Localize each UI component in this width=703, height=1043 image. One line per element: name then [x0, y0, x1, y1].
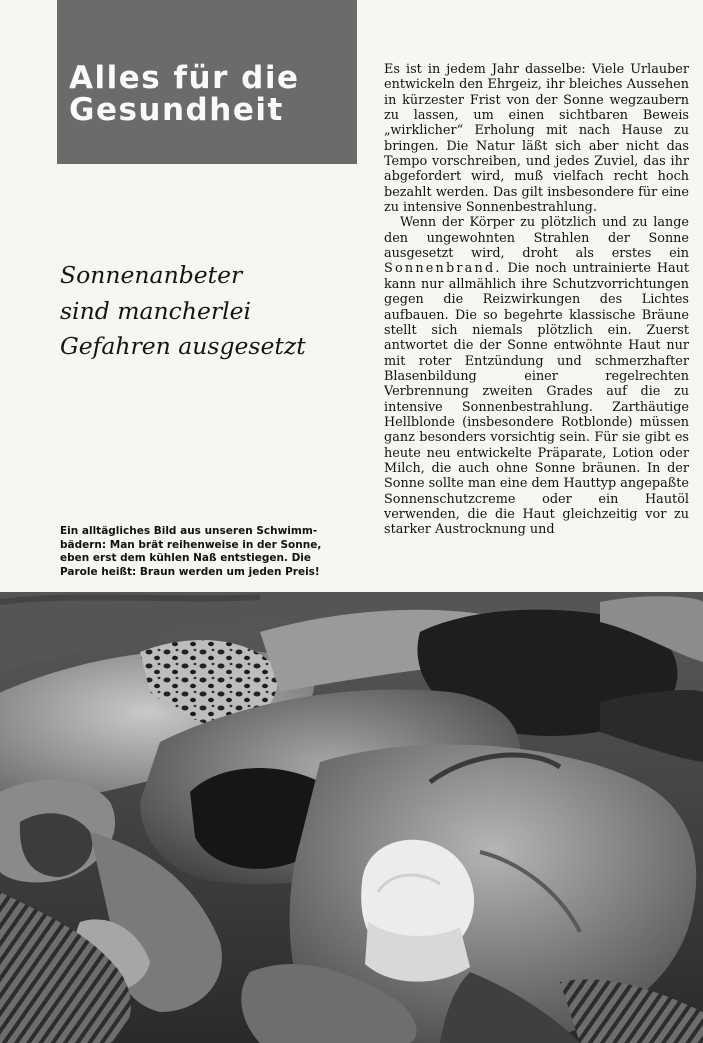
- caption-line-3: eben erst dem kühlen Naß entstiegen. Die: [60, 552, 312, 564]
- photo-illustration: [0, 592, 703, 1043]
- article-paragraph-1: Es ist in jedem Jahr dasselbe: Viele Urlauber entwickeln den Ehrgeiz, ihr bleiches Aussehen in kürzester Frist von der Sonne wegzaubern zu lassen, um einen sichtbaren Beweis „wirklicher“ Erholung mit nach Hause zu bringen. Die Natur läßt sich aber nicht das Tempo vorschreiben, und jedes Zuviel, das ihr abgefordert wird, muß vielfach recht hoch bezahlt werden. Das gilt insbesondere für eine zu intensive Sonnenbestrahlung.: [384, 62, 689, 216]
- beach-sunbathers-photo: [0, 592, 703, 1043]
- caption-line-4: Parole heißt: Braun werden um jeden Preis!: [60, 565, 320, 578]
- caption-line-2: bädern: Man brät reihenweise in der Sonne,: [60, 538, 322, 551]
- paragraph-2-start: Wenn der Körper zu plötzlich und zu lange den ungewohnten Strahlen der Sonne ausgesetzt wird, droht als erstes ein: [384, 215, 689, 262]
- subtitle-line-2: sind mancherlei: [60, 296, 252, 325]
- article-title: [69, 62, 300, 126]
- caption-line-1: Ein alltägliches Bild aus unseren Schwimm-: [60, 525, 318, 537]
- paragraph-2-rest: Die noch untrainierte Haut kann nur allmählich ihre Schutzvorrichtungen gegen die Reizwirkungen des Lichtes aufbauen. Die so begehrte klassische Bräune stellt sich niemals plötzlich ein. Zuerst antwortet die der Sonne entwöhnte Haut nur mit roter Entzündung und schmerzhafter Blasenbildung einer regelrechten Verbrennung zweiten Grades auf die zu intensive Sonnenbestrahlung. Zarthäutige Hellblonde (insbesondere Rotblonde) müssen ganz besonders vorsichtig sein. Für sie gibt es heute neu entwickelte Präparate, Lotion oder Milch, die auch ohne Sonne bräunen. In der Sonne sollte man eine dem Hauttyp angepaßte Sonnenschutzcreme oder ein Hautöl verwenden, die die Haut gleichzeitig vor zu starker Austrocknung und: [384, 261, 689, 538]
- article-body: [384, 62, 689, 538]
- spaced-term-sonnenbrand: Sonnenbrand.: [384, 261, 502, 277]
- subtitle-line-1: Sonnenanbeter: [60, 261, 243, 289]
- title-banner: [57, 0, 357, 164]
- title-line-1: Alles für die: [69, 60, 300, 96]
- article-subtitle: [60, 258, 306, 365]
- subtitle-line-3: Gefahren ausgesetzt: [60, 332, 306, 360]
- photo-caption: [60, 525, 365, 579]
- title-line-2: Gesundheit: [69, 92, 284, 128]
- article-paragraph-2: [384, 215, 689, 537]
